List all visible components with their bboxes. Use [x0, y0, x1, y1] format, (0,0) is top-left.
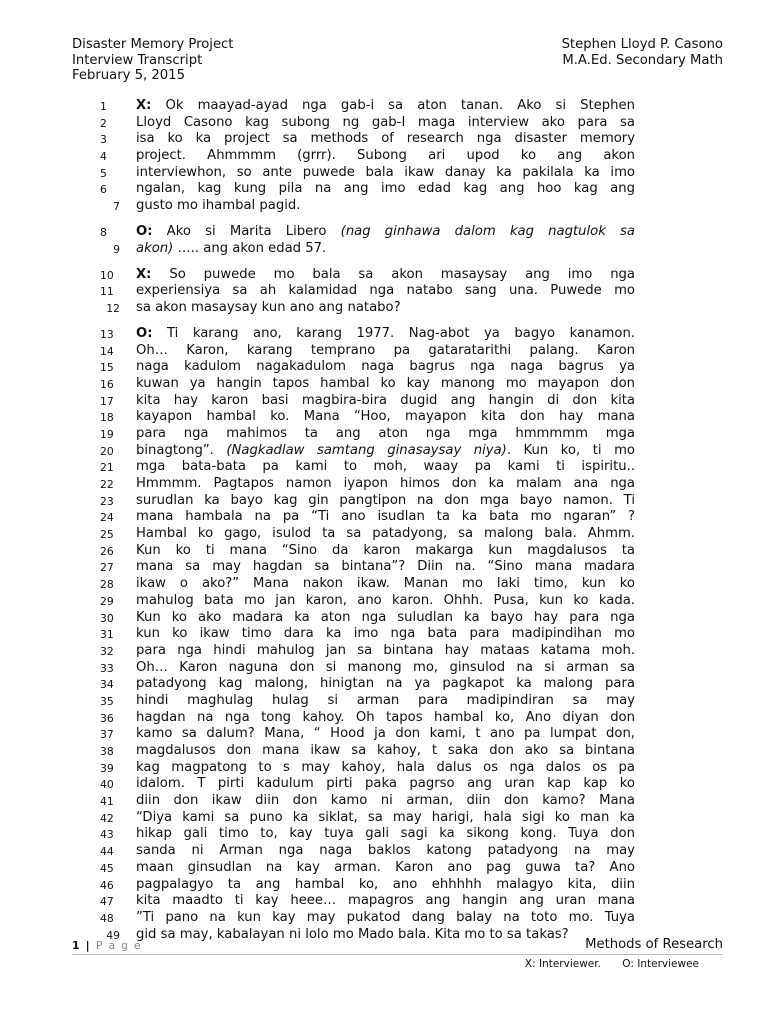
transcript-line [100, 98, 635, 115]
line-number: 7 [113, 200, 120, 214]
footer-divider [72, 954, 723, 955]
transcript-line [100, 910, 635, 927]
speaker-label: O: [136, 325, 153, 341]
line-number: 34 [100, 678, 114, 692]
transcript-line [100, 343, 635, 360]
line-number: 20 [100, 444, 114, 458]
line-text: mana hambala na pa “Ti ano isudlan ta ka bata mo ngaran” ? [136, 509, 635, 525]
document-date: February 5, 2015 [72, 68, 185, 83]
transcript-line [100, 359, 635, 376]
line-number: 45 [100, 861, 114, 875]
transcript-line [100, 776, 635, 793]
line-text: experiensiya sa ah kalamidad nga natabo sang una. Puwede mo [136, 283, 635, 299]
transcript-line [100, 326, 635, 343]
line-number: 29 [100, 594, 114, 608]
stage-direction: akon) [136, 240, 174, 256]
line-number: 6 [100, 183, 107, 197]
line-text: Kun ko ti mana “Sino da karon makarga kun magdalusos ta [136, 542, 635, 558]
line-text: para nga mahimos ta ang aton nga mga hmmmmm mga [136, 425, 635, 441]
transcript-line [100, 576, 635, 593]
transcript-line [100, 476, 635, 493]
transcript-line [100, 426, 635, 443]
line-number: 39 [100, 761, 114, 775]
line-text: patadyong kag malong, hinigtan na ya pagkapot ka malong para [136, 676, 635, 692]
transcript-line [100, 283, 635, 300]
line-text: kuwan ya hangin tapos hambal ko kay manong mo mayapon don [136, 375, 635, 391]
transcript-line [100, 559, 635, 576]
line-number: 35 [100, 694, 114, 708]
transcript-line [100, 165, 635, 182]
transcript-line [100, 893, 635, 910]
line-number: 43 [100, 828, 114, 842]
line-number: 41 [100, 795, 114, 809]
project-title: Disaster Memory Project [72, 37, 234, 52]
line-text: para nga hindi mahulog jan sa bintana hay mataas katama moh. [136, 642, 635, 658]
line-text: ngalan, kag kung pila na ang imo edad kag ang hoo kag ang [136, 181, 635, 197]
legend-interviewer: X: Interviewer. [524, 958, 601, 970]
line-number: 27 [100, 561, 114, 575]
transcript-line [100, 693, 635, 710]
speaker-label: O: [136, 224, 153, 239]
transcript-line [100, 593, 635, 610]
transcript-paragraph [100, 267, 635, 317]
transcript-line [100, 743, 635, 760]
transcript-paragraph [100, 98, 635, 215]
document-header [72, 37, 723, 84]
line-number: 23 [100, 494, 114, 508]
document-type: Interview Transcript [72, 52, 203, 68]
transcript-line [100, 826, 635, 843]
line-text: binagtong”. [136, 442, 227, 458]
transcript-line [100, 493, 635, 510]
line-number: 2 [100, 116, 107, 130]
line-text: hagdan na nga tong kahoy. Oh tapos hambal ko, Ano diyan don [136, 709, 635, 725]
line-number: 18 [100, 411, 114, 425]
line-number: 37 [100, 728, 114, 742]
transcript-line [100, 760, 635, 777]
line-number: 15 [100, 361, 114, 375]
line-text: kamo sa dalum? Mana, “ Hood ja don kami, t ano pa lumpat don, [136, 726, 635, 742]
line-text: mana sa may hagdan sa bintana”? Diin na. “Sino mana madara [136, 559, 635, 575]
line-text: diin don ikaw diin don kamo ni arman, diin don kamo? Mana [136, 793, 635, 809]
line-number: 4 [100, 150, 107, 164]
line-number: 16 [100, 377, 114, 391]
line-text: “Diya kami sa puno ka siklat, sa may harigi, hala sigi ko man ka [136, 809, 635, 825]
line-text: hikap gali timo to, kay tuya gali sagi ka sikong kong. Tuya don [136, 826, 635, 842]
line-number: 36 [100, 711, 114, 725]
transcript-line [100, 443, 635, 460]
line-text: sanda ni Arman nga naga baklos katong patadyong na may [136, 843, 635, 859]
line-text: Ako si Marita Libero [166, 224, 341, 239]
line-text: Lloyd Casono kag subong ng gab-I maga interview ako para sa [136, 114, 635, 130]
page-number: 1 [72, 939, 81, 952]
transcript-line [100, 148, 635, 165]
line-text: Oh… Karon, karang temprano pa gataratarithi palang. Karon [136, 342, 635, 358]
transcript-line [100, 131, 635, 148]
line-number: 9 [113, 242, 120, 256]
line-text: gid sa may, kabalayan ni lolo mo Mado bala. Kita mo to sa takas? [136, 926, 569, 942]
line-text: Kun ko ako madara ka aton nga suludlan ka bayo hay para nga [136, 609, 635, 625]
line-number: 19 [100, 427, 114, 441]
line-text: kag magpatong to s may kahoy, hala dalus os nga dalos os pa [136, 759, 635, 775]
line-text: kita maadto ti kay heee… mapagros ang hangin ang uran mana [136, 893, 635, 909]
line-text: isa ko ka project sa methods of research nga disaster memory [136, 131, 635, 147]
line-number: 42 [100, 811, 114, 825]
stage-direction: (nag ginhawa dalom kag nagtulok sa [340, 224, 635, 239]
line-number: 40 [100, 778, 114, 792]
page-label: 1 | P a g e [72, 939, 142, 952]
line-text: Ok maayad-ayad nga gab-i sa aton tanan. Ako si Stephen [165, 98, 635, 113]
author-degree: M.A.Ed. Secondary Math [562, 52, 723, 68]
line-number: 22 [100, 478, 114, 491]
line-text: kun ko ikaw timo dara ka imo nga bata para madipindihan mo [136, 626, 635, 642]
line-number: 1 [100, 100, 107, 113]
transcript-line [100, 676, 635, 693]
transcript-line [100, 241, 635, 258]
line-text: Hmmmm. Pagtapos namon iyapon himos don ka malam ana nga [136, 476, 635, 491]
transcript-line [100, 610, 635, 627]
line-number: 46 [100, 878, 114, 892]
transcript-line [100, 860, 635, 877]
line-text: gusto mo ihambal pagid. [136, 198, 301, 214]
line-number: 14 [100, 344, 114, 358]
line-text: pagpalagyo ta ang hambal ko, ano ehhhhh malagyo kita, diin [136, 876, 635, 892]
transcript-paragraph [100, 326, 635, 943]
line-text: kita hay karon basi magbira-bira dugid ang hangin di don kita [136, 392, 635, 408]
line-number: 12 [106, 301, 120, 315]
line-number: 21 [100, 461, 114, 475]
line-number: 17 [100, 394, 114, 408]
line-number: 30 [100, 611, 114, 625]
line-text: idalom. T pirti kadulum pirti paka pagrso ang uran kap kap ko [136, 776, 635, 792]
line-number: 26 [100, 544, 114, 558]
transcript-line [100, 509, 635, 526]
line-number: 8 [100, 226, 107, 239]
transcript-line [100, 660, 635, 677]
transcript-body [100, 98, 635, 952]
line-text: ikaw o ako?” Mana nakon ikaw. Manan mo laki timo, kun ko [136, 576, 635, 592]
line-text: sa akon masaysay kun ano ang natabo? [136, 299, 401, 315]
transcript-line [100, 393, 635, 410]
transcript-line [100, 726, 635, 743]
transcript-line [100, 643, 635, 660]
line-number: 44 [100, 845, 114, 859]
transcript-line [100, 409, 635, 426]
line-text: project. Ahmmmm (grrr). Subong ari upod ko ang akon [136, 148, 635, 164]
transcript-line [100, 710, 635, 727]
line-text: Oh… Karon naguna don si manong mo, ginsulod na si arman sa [136, 659, 635, 675]
transcript-line [100, 224, 635, 241]
line-text: mga bata-bata pa kami to moh, waay pa kami ti ispiritu.. [136, 459, 635, 475]
speaker-legend [507, 958, 699, 970]
transcript-line [100, 810, 635, 827]
page-word: P a g e [95, 939, 142, 952]
speaker-label: X: [136, 98, 152, 113]
transcript-line [100, 300, 635, 317]
speaker-label: X: [136, 266, 152, 282]
line-number: 47 [100, 895, 114, 909]
line-text: So puwede mo bala sa akon masaysay ang imo nga [169, 266, 636, 282]
line-number: 33 [100, 661, 114, 675]
transcript-line [100, 543, 635, 560]
line-number: 11 [100, 285, 114, 299]
line-text: . Kun ko, ti mo [506, 442, 635, 458]
transcript-line [100, 376, 635, 393]
line-number: 13 [100, 327, 114, 341]
transcript-line [100, 267, 635, 284]
transcript-line [100, 626, 635, 643]
line-text: interviewhon, so ante puwede bala ikaw danay ka pakilala ka imo [136, 164, 635, 180]
line-text: naga kadulom nagakadulom naga bagrus nga naga bagrus ya [136, 359, 635, 375]
line-number: 5 [100, 166, 107, 180]
footer-title: Methods of Research [585, 937, 723, 952]
author-name: Stephen Lloyd P. Casono [561, 37, 723, 52]
line-number: 32 [100, 644, 114, 658]
transcript-line [100, 843, 635, 860]
transcript-line [100, 198, 635, 215]
line-number: 25 [100, 528, 114, 542]
line-number: 38 [100, 745, 114, 758]
transcript-line [100, 793, 635, 810]
transcript-line [100, 526, 635, 543]
transcript-line [100, 459, 635, 476]
line-number: 49 [106, 928, 120, 942]
line-text: maan ginsudlan na kay arman. Karon ano pag guwa ta? Ano [136, 859, 635, 875]
line-text: Hambal ko gago, isulod ta sa patadyong, sa malong bala. Ahmm. [136, 526, 635, 542]
line-text: surudlan ka bayo kag gin pangtipon na don mga bayo namon. Ti [136, 492, 635, 508]
transcript-line [100, 115, 635, 132]
line-number: 10 [100, 268, 114, 282]
line-text: Ti karang ano, karang 1977. Nag-abot ya bagyo kanamon. [167, 325, 635, 341]
legend-interviewee: O: Interviewee [622, 958, 699, 970]
line-number: 28 [100, 578, 114, 592]
page-footer [72, 937, 723, 970]
line-text: kayapon hambal ko. Mana “Hoo, mayapon kita don hay mana [136, 409, 635, 425]
line-text: ….. ang akon edad 57. [173, 240, 327, 256]
line-text: ”Ti pano na kun kay may pukatod dang balay na toto mo. Tuya [136, 909, 635, 925]
line-number: 3 [100, 133, 107, 147]
line-text: magdalusos don mana ikaw sa kahoy, t saka don ako sa bintana [136, 743, 635, 758]
stage-direction: (Nagkadlaw samtang ginasaysay niya) [226, 442, 507, 458]
line-number: 31 [100, 628, 114, 642]
transcript-paragraph [100, 224, 635, 257]
line-number: 24 [100, 511, 114, 525]
transcript-line [100, 877, 635, 894]
transcript-line [100, 181, 635, 198]
line-text: hindi maghulag hulag si arman para madipindiran sa may [136, 692, 635, 708]
line-text: mahulog bata mo jan karon, ano karon. Ohhh. Pusa, kun ko kada. [136, 592, 635, 608]
line-number: 48 [100, 911, 114, 925]
